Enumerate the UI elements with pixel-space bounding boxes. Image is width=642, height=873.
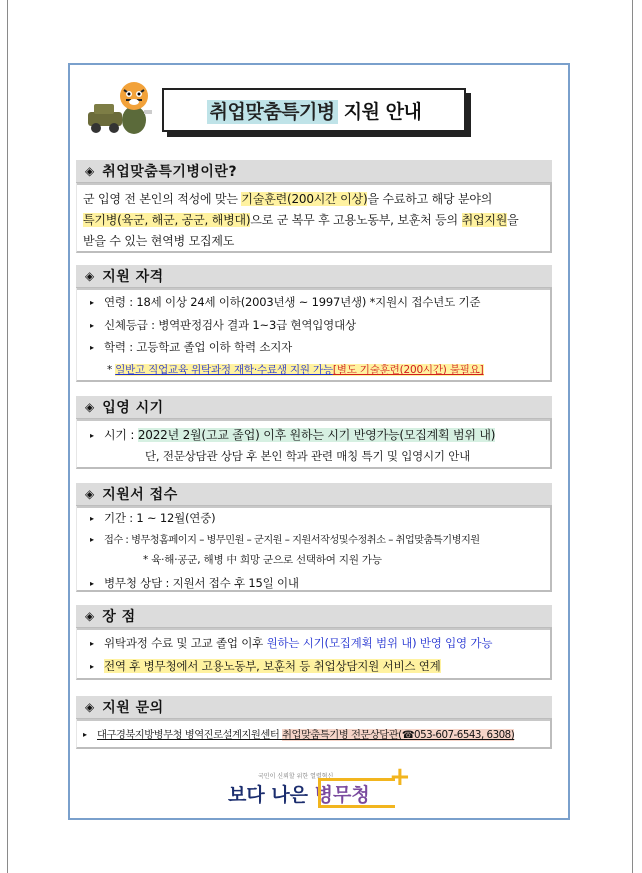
apply-period: ▸ 기간 : 1 ~ 12월(연중) <box>90 511 216 525</box>
section-heading-apply <box>76 483 552 506</box>
bullet-icon: ▸ <box>90 662 94 671</box>
diamond-icon: ◈ <box>85 269 95 283</box>
page-edge-right <box>632 0 633 873</box>
page-edge-left <box>7 0 8 873</box>
title-rest: 지원 안내 <box>343 100 422 123</box>
bullet-icon: ▸ <box>90 639 94 648</box>
qual-body: ▸ 신체등급 : 병역판정검사 결과 1~3급 현역입영대상 <box>90 318 356 332</box>
contact-line: ▸ 대구경북지방병무청 병역진로설계지원센터 취업맞춤특기병 전문상담관(☎053-607-6543, 6308) <box>83 729 515 741</box>
tiger-mascot-icon <box>86 76 156 138</box>
apply-route: ▸ 접수 : 병무청홈페이지 – 병무민원 – 군지원 – 지원서작성및수정취소 – 취업맞춤특기병지원 <box>90 535 480 546</box>
section-title: 지원서 접수 <box>102 487 178 503</box>
section-heading-contact <box>76 696 552 719</box>
diamond-icon: ◈ <box>85 400 95 414</box>
intro-line-3: 받을 수 있는 현역병 모집제도 <box>83 234 235 248</box>
merit-line-1: ▸ 위탁과정 수료 및 고교 졸업 이후 원하는 시기(모집계획 범위 내) 반영 입영 가능 <box>90 636 493 650</box>
logo-bracket <box>318 778 395 808</box>
page-title <box>162 88 466 132</box>
logo-plus-icon: + <box>389 762 411 792</box>
bullet-icon: ▸ <box>90 321 94 330</box>
qual-age: ▸ 연령 : 18세 이상 24세 이하(2003년생 ~ 1997년생) *지원시 접수년도 기준 <box>90 295 481 309</box>
bullet-icon: ▸ <box>90 514 94 523</box>
section-title: 지원 문의 <box>102 700 164 716</box>
bullet-icon: ▸ <box>90 298 94 307</box>
bullet-icon: ▸ <box>90 343 94 352</box>
bullet-icon: ▸ <box>90 535 94 544</box>
diamond-icon: ◈ <box>85 164 95 178</box>
section-heading-what <box>76 160 552 183</box>
section-title: 취업맞춤특기병이란? <box>102 164 238 180</box>
intro-line-2: 특기병(육군, 해군, 공군, 해병대)으로 군 복무 후 고용노동부, 보훈처 등의 취업지원을 <box>83 213 519 227</box>
qual-edu: ▸ 학력 : 고등학교 졸업 이하 학력 소지자 <box>90 340 293 354</box>
bullet-icon: ▸ <box>83 730 87 739</box>
section-title: 입영 시기 <box>102 400 164 416</box>
enlist-line-1: ▸ 시기 : 2022년 2월(고교 졸업) 이후 원하는 시기 반영가능(모집계획 범위 내) <box>90 428 496 442</box>
logo-slogan: 국민이 신뢰할 위한 열렬혁신 <box>258 773 334 780</box>
enlist-line-2: 단, 전문상담관 상담 후 본인 학과 관련 매칭 특기 및 입영시기 안내 <box>145 449 471 463</box>
intro-line-1: 군 입영 전 본인의 적성에 맞는 기술훈련(200시간 이상)을 수료하고 해당 분야의 <box>83 192 493 206</box>
diamond-icon: ◈ <box>85 609 95 623</box>
title-highlight: 취업맞춤특기병 <box>207 100 338 124</box>
diamond-icon: ◈ <box>85 487 95 501</box>
section-title: 장 점 <box>102 609 136 625</box>
merit-line-2: ▸ 전역 후 병무청에서 고용노동부, 보훈처 등 취업상담지원 서비스 연계 <box>90 659 441 673</box>
qual-note: * 일반고 직업교육 위탁과정 재학·수료생 지원 가능[별도 기술훈련(200시간) 불필요] <box>107 364 484 376</box>
diamond-icon: ◈ <box>85 700 95 714</box>
bullet-icon: ▸ <box>90 431 94 440</box>
section-title: 지원 자격 <box>102 269 164 285</box>
apply-consult: ▸ 병무청 상담 : 지원서 접수 후 15일 이내 <box>90 576 299 590</box>
section-heading-merit <box>76 605 552 628</box>
bullet-icon: ▸ <box>90 579 94 588</box>
apply-route-note: * 육·해·공군, 해병 中 희망 군으로 선택하여 지원 가능 <box>143 554 382 566</box>
section-heading-enlist <box>76 396 552 419</box>
logo-text: 보다 나은 병무청 <box>228 784 370 806</box>
section-heading-qualification <box>76 265 552 288</box>
